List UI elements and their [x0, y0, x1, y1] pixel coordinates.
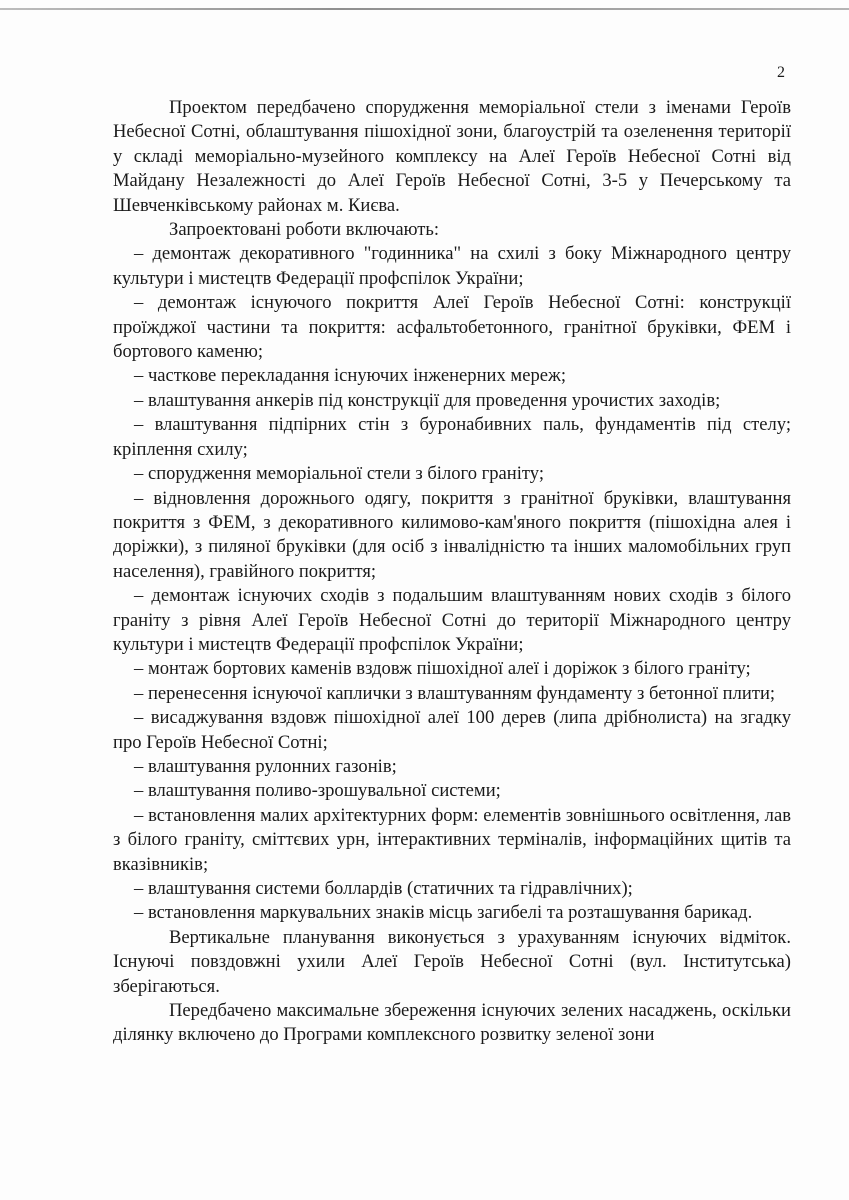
list-item: – встановлення малих архітектурних форм: елементів зовнішнього освітлення, лав з білого граніту, сміттєвих урн, інтерактивних терміналів, інформаційних щитів та вказівників;	[113, 804, 791, 875]
list-item: – влаштування анкерів під конструкції для проведення урочистих заходів;	[134, 389, 721, 411]
paragraph-green-preservation: Передбачено максимальне збереження існуючих зелених насаджень, оскільки ділянку включено до Програми комплексного розвитку зеленої зони	[113, 1000, 791, 1046]
document-body	[113, 96, 791, 1048]
list-item: – демонтаж існуючого покриття Алеї Героїв Небесної Сотні: конструкції проїжджої частини та покриття: асфальтобетонного, гранітної бруківки, ФЕМ і бортового каменю;	[113, 292, 791, 363]
list-item: – влаштування поливо-зрошувальної системи;	[134, 780, 501, 802]
page-number: 2	[777, 64, 785, 81]
list-item: – влаштування підпірних стін з буронабивних паль, фундаментів під стелу; кріплення схилу;	[113, 414, 791, 460]
paragraph-project-description: Проектом передбачено спорудження меморіальної стели з іменами Героїв Небесної Сотні, облаштування пішохідної зони, благоустрій та озеленення території у складі меморіально-музейного комплексу на Алеї Героїв Небесної Сотні від Майдану Незалежності до Алеї Героїв Небесної Сотні, 3-5 у Печерському та Шевченківському районах м. Києва.	[113, 97, 791, 216]
list-item: – влаштування рулонних газонів;	[134, 755, 397, 777]
paragraph-works-intro: Запроектовані роботи включають:	[169, 219, 439, 241]
list-item: – демонтаж існуючих сходів з подальшим влаштуванням нових сходів з білого граніту з рівня Алеї Героїв Небесної Сотні до території Міжнародного центру культури і мистецтв Федерації профспілок України;	[113, 585, 791, 655]
list-item: – перенесення існуючої каплички з влаштуванням фундаменту з бетонної плити;	[134, 682, 776, 704]
list-item: – висаджування вздовж пішохідної алеї 100 дерев (липа дрібнолиста) на згадку про Героїв Небесної Сотні;	[113, 707, 791, 753]
list-item: – демонтаж декоративного "годинника" на схилі з боку Міжнародного центру культури і мистецтв Федерації профспілок України;	[113, 243, 791, 289]
list-item: – монтаж бортових каменів вздовж пішохідної алеї і доріжок з білого граніту;	[134, 658, 751, 680]
list-item: – відновлення дорожнього одягу, покриття з гранітної бруківки, влаштування покриття з ФЕМ, з декоративного килимово-кам'яного покриття (пішохідна алея і доріжки), з пиляної бруківки (для осіб з інвалідністю та інших маломобільних груп населення), гравійного покриття;	[113, 487, 791, 582]
scan-edge-line	[0, 8, 849, 10]
paragraph-vertical-planning: Вертикальне планування виконується з урахуванням існуючих відміток. Існуючі повздовжні ухили Алеї Героїв Небесної Сотні (вул. Інститутська) зберігаються.	[113, 926, 791, 997]
list-item: – встановлення маркувальних знаків місць загибелі та розташування барикад.	[134, 902, 753, 924]
list-item: – влаштування системи боллардів (статичних та гідравлічних);	[134, 878, 633, 899]
list-item: – спорудження меморіальної стели з білого граніту;	[134, 463, 545, 485]
list-item: – часткове перекладання існуючих інженерних мереж;	[134, 365, 567, 387]
